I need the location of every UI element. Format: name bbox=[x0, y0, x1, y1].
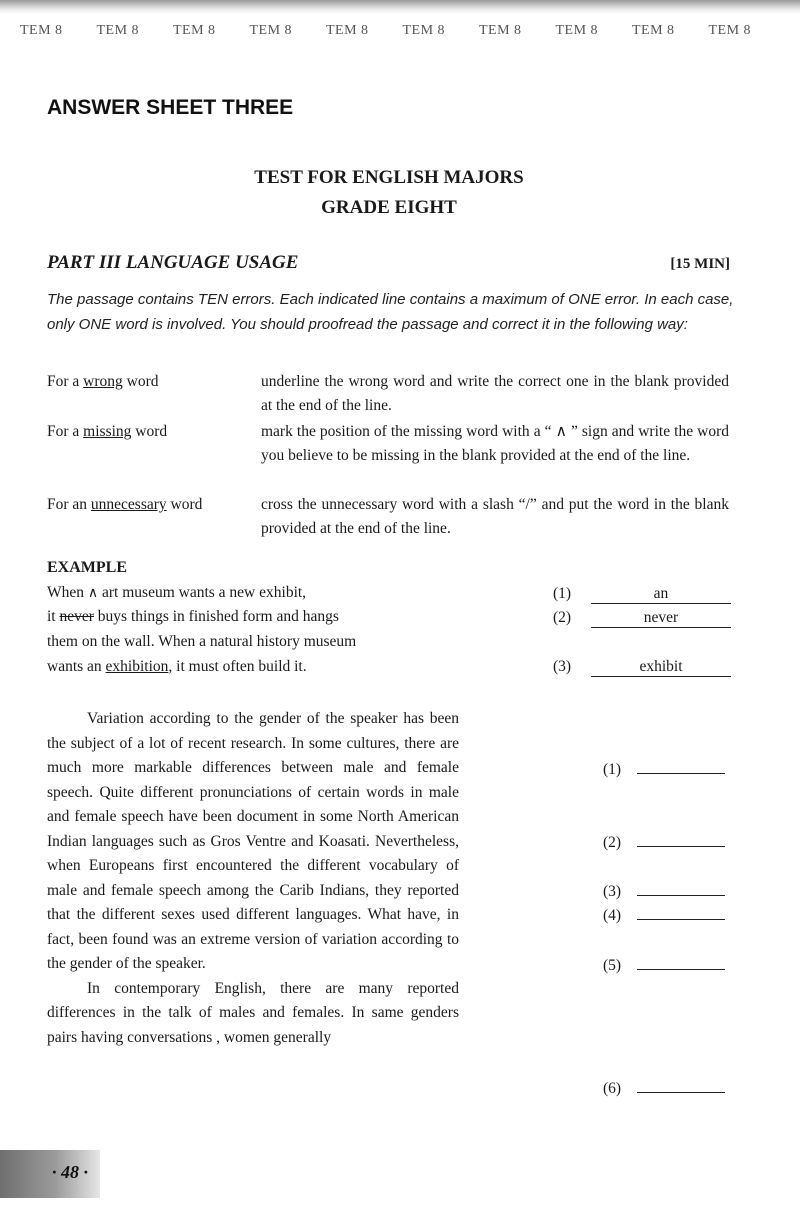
example-line-4 bbox=[47, 658, 307, 676]
tem-label: TEM 8 bbox=[708, 23, 752, 38]
text-segment: it bbox=[47, 608, 60, 625]
answer-value: an bbox=[591, 585, 731, 604]
rule-suffix: word bbox=[131, 423, 168, 440]
text-segment: , it must often build it. bbox=[168, 658, 307, 675]
tem-label: TEM 8 bbox=[326, 23, 369, 38]
answer-line-4 bbox=[603, 903, 725, 925]
page-number: · 48 · bbox=[52, 1162, 88, 1182]
part-time: [15 MIN] bbox=[670, 256, 730, 272]
tem-label: TEM 8 bbox=[479, 23, 522, 38]
rule-prefix: For an bbox=[47, 496, 91, 513]
passage bbox=[47, 707, 459, 1050]
rule-description: underline the wrong word and write the correct one in the blank provided at the end of the line. bbox=[261, 373, 729, 414]
text-segment: buys things in finished form and hangs bbox=[93, 608, 339, 625]
answer-blank[interactable] bbox=[637, 1076, 725, 1093]
rule-label bbox=[47, 493, 202, 517]
answer-line-1 bbox=[603, 757, 725, 779]
rule-keyword: wrong bbox=[83, 373, 123, 390]
example-title: EXAMPLE bbox=[47, 559, 127, 576]
answer-number: (3) bbox=[603, 883, 622, 900]
answer-number: (2) bbox=[603, 834, 622, 851]
header-strip bbox=[0, 0, 800, 44]
answer-number: (1) bbox=[553, 585, 572, 602]
answer-value: never bbox=[591, 609, 731, 628]
example-answer-1 bbox=[553, 585, 731, 604]
example-line-3: them on the wall. When a natural history museum bbox=[47, 633, 357, 650]
answer-blank[interactable] bbox=[637, 903, 725, 920]
tem-label: TEM 8 bbox=[173, 23, 216, 38]
example-answer-3 bbox=[553, 658, 731, 677]
example-line-2 bbox=[47, 608, 339, 626]
answer-number: (5) bbox=[603, 957, 622, 974]
struck-word: never bbox=[59, 608, 94, 625]
test-title: TEST FOR ENGLISH MAJORS bbox=[254, 167, 524, 188]
tem-label: TEM 8 bbox=[402, 23, 446, 38]
part-title: PART III LANGUAGE USAGE bbox=[47, 252, 299, 273]
caret-mark: ∧ bbox=[87, 585, 99, 601]
answer-blank[interactable] bbox=[637, 757, 725, 774]
answer-number: (3) bbox=[553, 658, 572, 675]
answer-number: (4) bbox=[603, 907, 622, 924]
rule-keyword: unnecessary bbox=[90, 496, 167, 513]
rule-description: cross the unnecessary word with a slash “/” and put the word in the blank provided at the end of the line. bbox=[261, 496, 729, 537]
tem-label: TEM 8 bbox=[96, 23, 140, 38]
grade-title: GRADE EIGHT bbox=[321, 197, 457, 218]
text-segment: wants an bbox=[47, 658, 106, 675]
answer-number: (1) bbox=[603, 761, 622, 778]
instructions: The passage contains TEN errors. Each indicated line contains a maximum of ONE error. In each case, only ONE word is involved. You should proofread the passage and correct it in the following way: bbox=[47, 291, 734, 333]
answer-blank[interactable] bbox=[637, 830, 725, 847]
tem-label: TEM 8 bbox=[632, 23, 675, 38]
answer-line-6 bbox=[603, 1076, 725, 1098]
text-segment: When bbox=[47, 584, 88, 601]
sheet-title: ANSWER SHEET THREE bbox=[47, 96, 294, 119]
underlined-word: exhibition bbox=[105, 658, 169, 675]
rule-prefix: For a bbox=[47, 423, 84, 440]
answer-line-3 bbox=[603, 879, 725, 901]
rule-label bbox=[47, 420, 167, 444]
text-segment: art museum wants a new exhibit, bbox=[98, 584, 307, 601]
tem-label: TEM 8 bbox=[249, 23, 293, 38]
passage-paragraph-2: In contemporary English, there are many reported differences in the talk of males and females. In same genders pairs having conversations , women generally bbox=[47, 979, 459, 1046]
answer-line-5 bbox=[603, 953, 725, 975]
header-tem-labels bbox=[20, 23, 800, 41]
rule-suffix: word bbox=[122, 373, 159, 390]
rule-label bbox=[47, 370, 159, 394]
answer-blank[interactable] bbox=[637, 879, 725, 896]
tem-label: TEM 8 bbox=[20, 23, 63, 38]
answer-blank[interactable] bbox=[637, 953, 725, 970]
answer-value: exhibit bbox=[591, 658, 731, 677]
answer-line-2 bbox=[603, 830, 725, 852]
rule-description: mark the position of the missing word with a “ ∧ ” sign and write the word you believe to be missing in the blank provided at the end of the line. bbox=[261, 423, 729, 464]
tem-label: TEM 8 bbox=[555, 23, 599, 38]
page-number-badge bbox=[0, 1150, 100, 1198]
passage-paragraph-1: Variation according to the gender of the speaker has been the subject of a lot of recent research. In some cultures, there are much more markable differences between male and female speech. Quite different pronunciations of certain words in male and female speech have been document in some North American Indian languages such as Gros Ventre and Koasati. Nevertheless, when Europeans first encountered the different vocabulary of male and female speech among the Carib Indians, they reported that the different sexes used different languages. What have, in fact, been found was an extreme version of variation according to the gender of the speaker. bbox=[47, 710, 459, 972]
rule-prefix: For a bbox=[47, 373, 84, 390]
answer-number: (6) bbox=[603, 1080, 622, 1097]
rule-keyword: missing bbox=[83, 423, 132, 440]
example-answer-2 bbox=[553, 609, 731, 628]
rule-suffix: word bbox=[166, 496, 203, 513]
example-line-1 bbox=[47, 584, 306, 602]
answer-number: (2) bbox=[553, 609, 572, 626]
